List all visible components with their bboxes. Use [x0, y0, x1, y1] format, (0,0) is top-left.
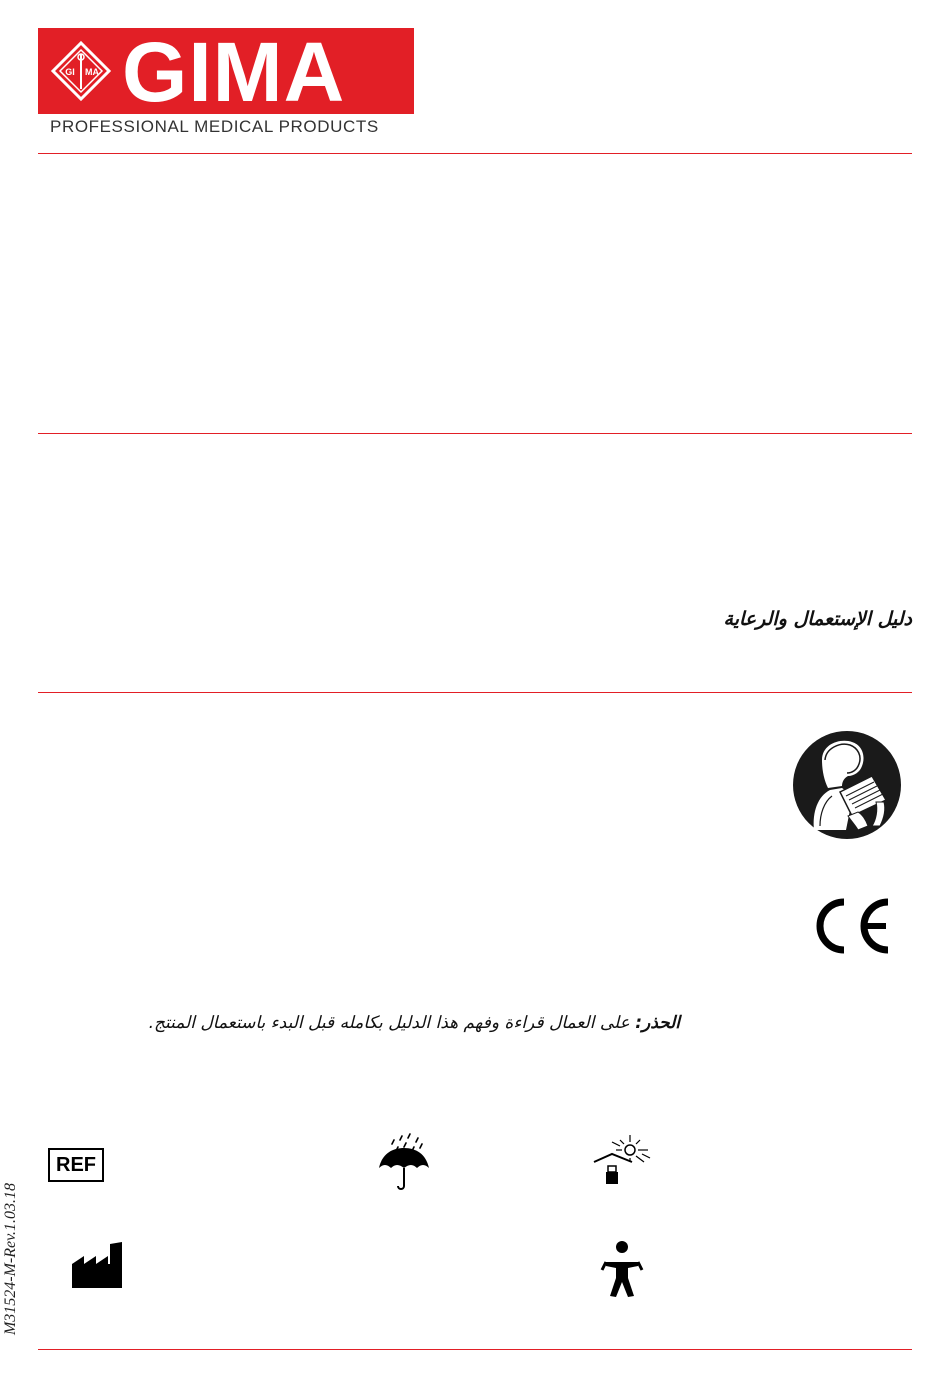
warning-text [38, 1013, 680, 1033]
divider-4 [38, 1349, 912, 1350]
warning-body: على العمال قراءة وفهم هذا الدليل بكامله قبل البدء باستعمال المنتج. [148, 1013, 636, 1033]
divider-2 [38, 433, 912, 434]
manufacturer-icon [70, 1240, 126, 1290]
document-title: دليل الإستعمال والرعاية [723, 608, 912, 630]
brand-tagline: PROFESSIONAL MEDICAL PRODUCTS [50, 117, 379, 136]
revision-text: M31524-M-Rev.1.03.18 [2, 1182, 19, 1336]
divider-3 [38, 692, 912, 693]
ce-mark-icon [806, 896, 892, 956]
keep-dry-icon [376, 1130, 432, 1192]
ref-symbol: REF [48, 1148, 104, 1182]
brand-name: GIMA [122, 25, 346, 119]
read-manual-icon [792, 730, 902, 840]
warning-label: الحذر: [635, 1013, 680, 1033]
gima-emblem-icon [50, 40, 112, 102]
keep-away-from-sunlight-icon [590, 1132, 652, 1190]
emblem-text-right: MA [85, 67, 99, 77]
emblem-text-left: GI [65, 67, 75, 77]
divider-1 [38, 153, 912, 154]
type-b-applied-part-icon [600, 1240, 644, 1298]
revision-code [0, 1166, 22, 1352]
